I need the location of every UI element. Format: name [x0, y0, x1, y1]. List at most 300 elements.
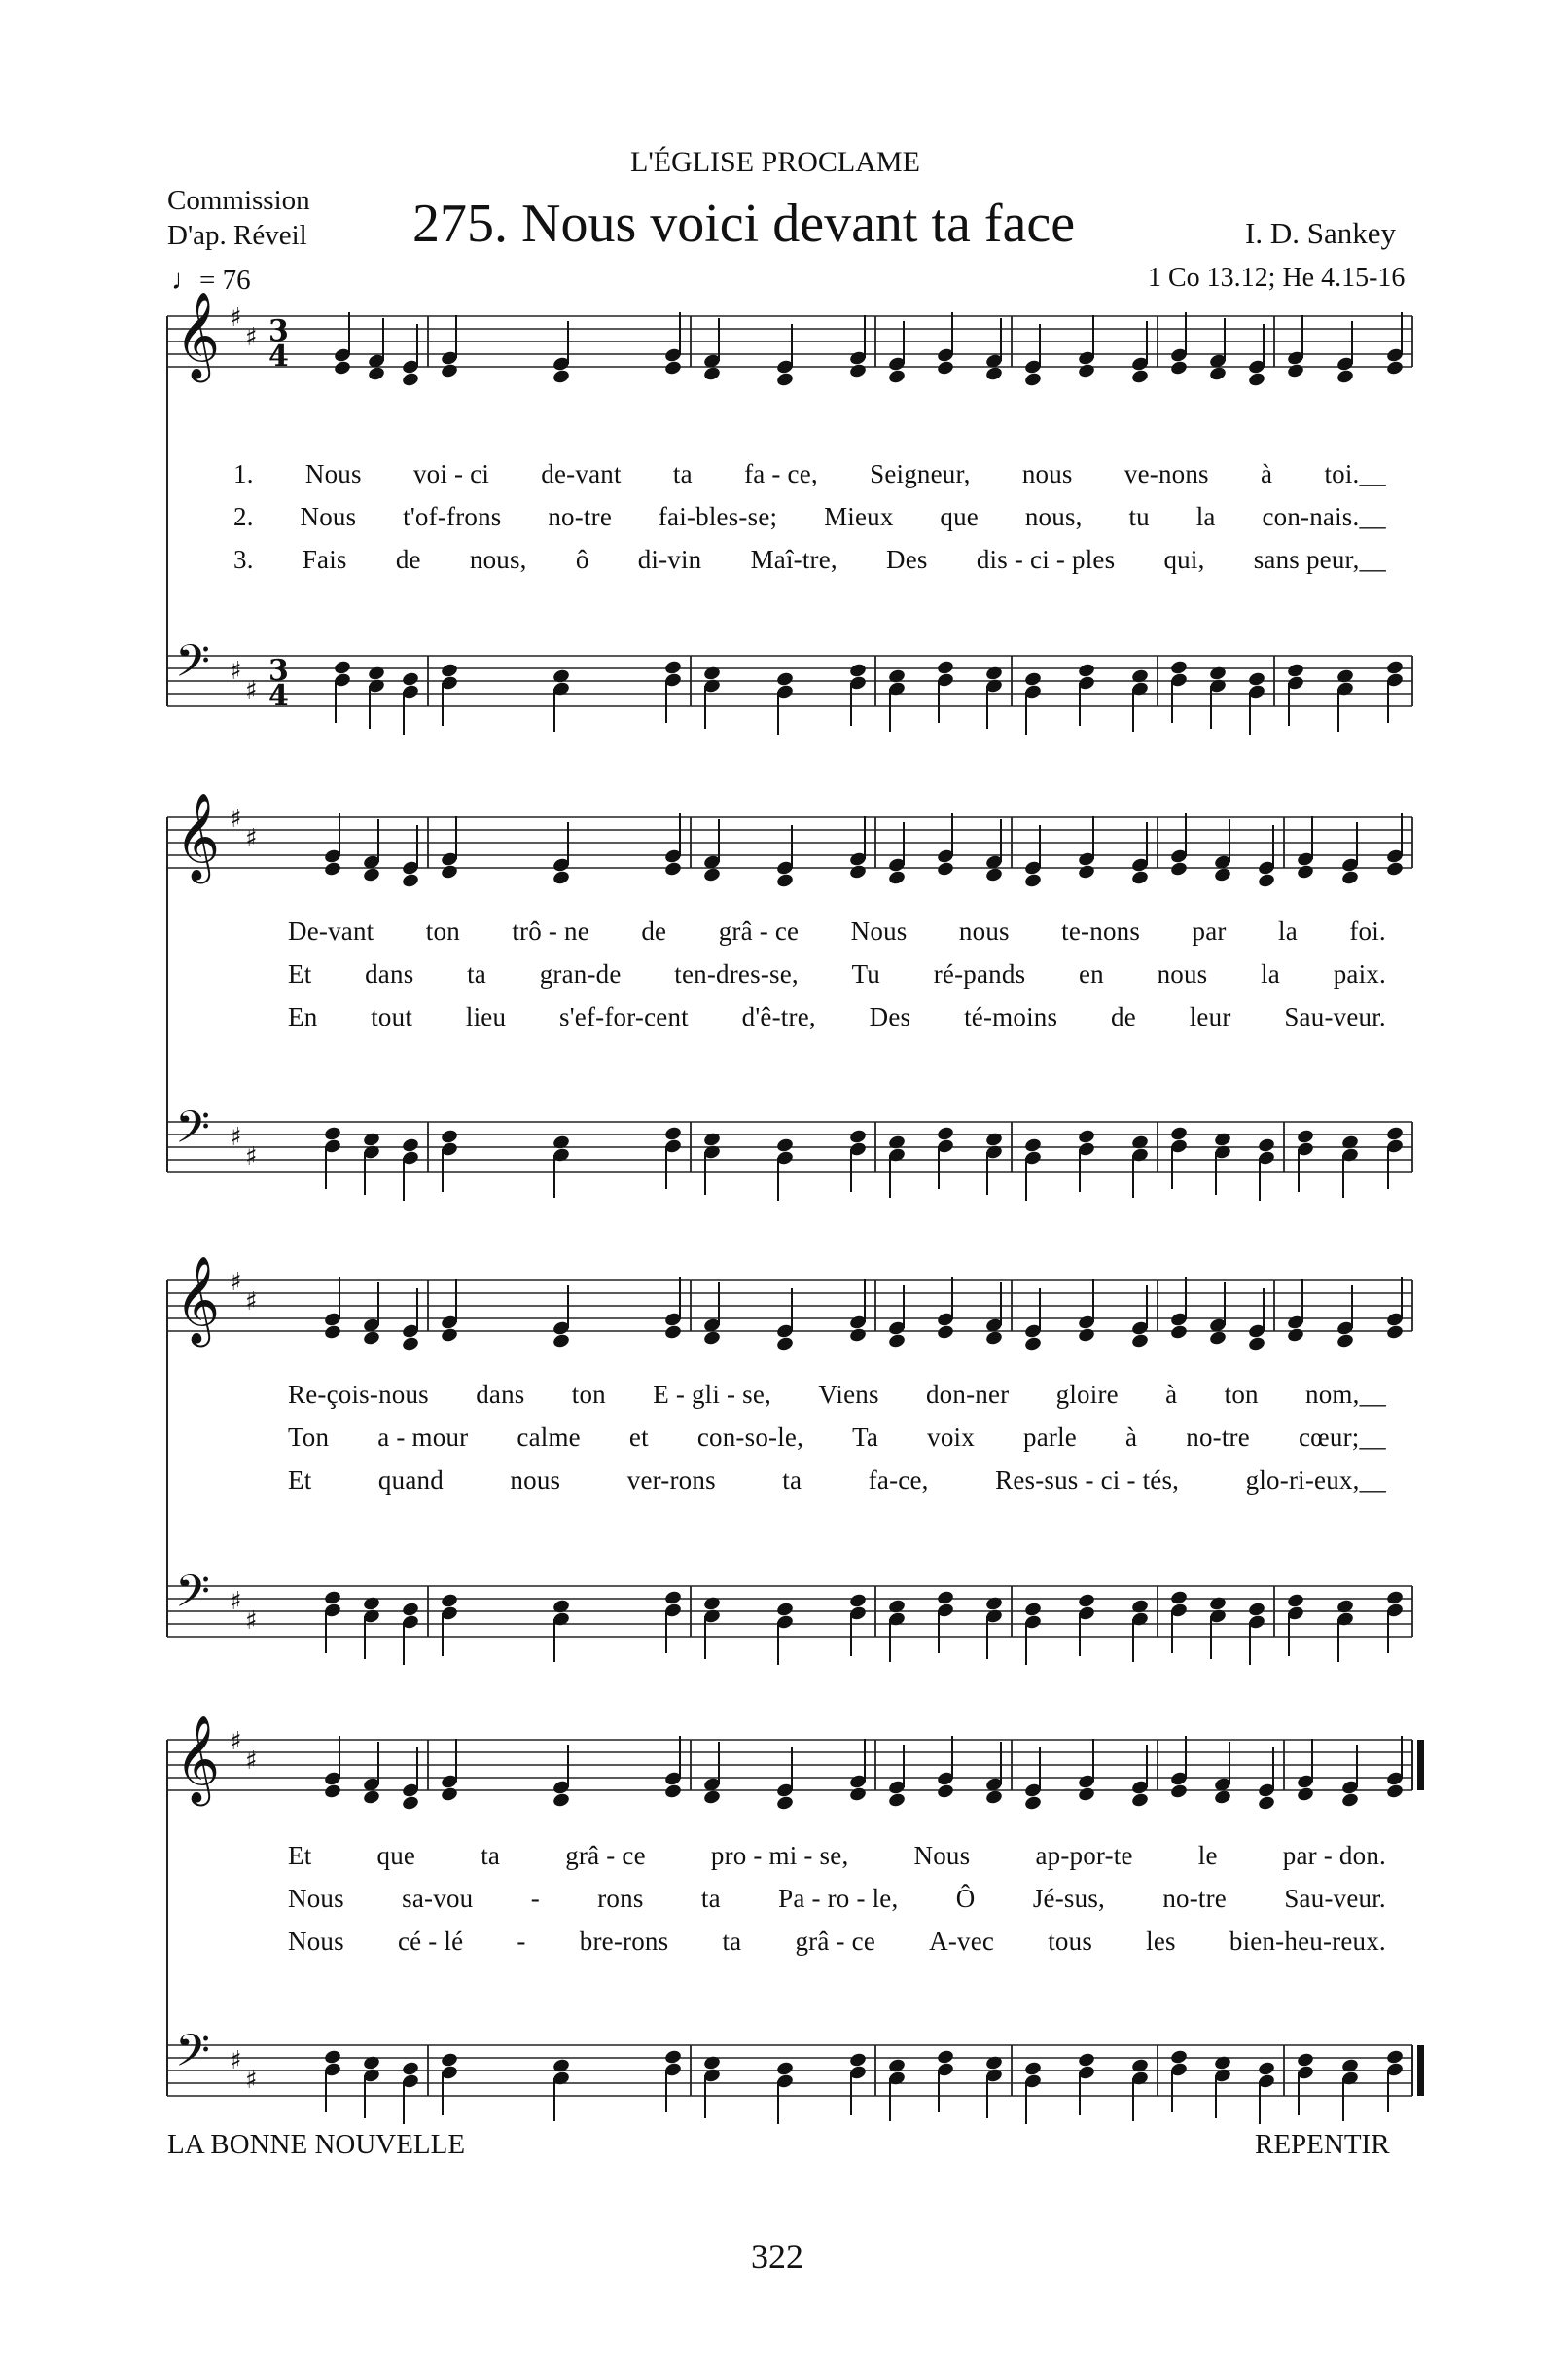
notehead	[1286, 1593, 1304, 1609]
lyric-syllable: pro - mi - se,	[710, 1841, 849, 1870]
lyric-syllable: fai-bles-se;	[658, 502, 778, 531]
notehead	[440, 1593, 458, 1609]
lyric-syllable: Tu	[851, 959, 881, 989]
lyric-syllable: Ô	[955, 1884, 976, 1913]
lyric-syllable: bre-rons	[579, 1927, 669, 1956]
notehead	[552, 668, 570, 685]
lyric-syllable: nous	[1157, 959, 1208, 989]
sharp-icon: ♯	[245, 824, 258, 853]
credit-line-2: D'ap. Réveil	[167, 220, 307, 251]
bass-staff	[167, 1566, 1412, 1665]
lyric-syllable: Seigneur,	[870, 459, 971, 488]
notehead	[848, 1593, 867, 1609]
notehead	[440, 1327, 458, 1344]
treble-staff	[167, 292, 1412, 387]
lyric-syllable: nous	[958, 917, 1010, 946]
notehead	[848, 663, 867, 679]
notehead	[775, 1137, 794, 1154]
notehead	[1208, 666, 1227, 682]
notehead	[1169, 1783, 1188, 1800]
sharp-icon: ♯	[230, 1123, 242, 1152]
lyric-syllable: Ton	[288, 1423, 330, 1452]
notehead	[984, 366, 1003, 382]
notehead	[1336, 369, 1354, 385]
lyric-line	[288, 1465, 1386, 1495]
lyric-syllable: voix	[927, 1423, 975, 1452]
notehead	[702, 1789, 721, 1806]
lyric-syllable: De-vant	[288, 917, 374, 946]
notehead	[440, 864, 458, 881]
notehead	[1385, 1126, 1404, 1142]
lyric-syllable: sa-vou	[402, 1884, 474, 1913]
lyric-syllable: Mieux	[824, 502, 894, 531]
lyric-syllable: tout	[371, 1002, 413, 1031]
bass-staff	[167, 635, 1412, 735]
notehead	[440, 1786, 458, 1803]
section-title: L'ÉGLISE PROCLAME	[630, 146, 920, 178]
lyric-syllable: nous	[1021, 459, 1073, 488]
lyric-syllable: grâ - ce	[565, 1841, 646, 1870]
notehead	[1336, 1333, 1354, 1350]
lyric-syllable: no-tre	[548, 502, 613, 531]
notehead	[1169, 660, 1188, 676]
lyric-syllable: Nous	[288, 1884, 344, 1913]
notehead	[401, 2061, 419, 2077]
notehead	[936, 861, 954, 878]
lyric-syllable: tu	[1128, 502, 1150, 531]
notehead	[323, 1324, 341, 1341]
notehead	[1385, 1324, 1404, 1341]
lyric-syllable: Et	[288, 959, 312, 989]
lyric-syllable: cé - lé	[397, 1927, 464, 1956]
notehead	[984, 1330, 1003, 1347]
notehead	[1130, 870, 1149, 886]
lyric-syllable: cœur;__	[1298, 1423, 1386, 1452]
hymn-number: 275.	[412, 194, 508, 254]
notehead	[936, 1590, 954, 1606]
lyric-syllable: Nous	[288, 1927, 344, 1956]
lyric-line	[288, 1380, 1386, 1410]
lyric-syllable: nous	[510, 1465, 561, 1495]
lyric-syllable: -	[530, 1884, 540, 1913]
lyric-syllable: Sau-veur.	[1284, 1884, 1386, 1913]
footer-category-right: REPENTIR	[1255, 2129, 1390, 2160]
lyric-syllable: Des	[869, 1002, 911, 1031]
notehead	[1023, 1795, 1042, 1812]
lyric-syllable: no-tre	[1162, 1884, 1227, 1913]
notehead	[1286, 663, 1304, 679]
notehead	[848, 864, 867, 881]
notehead	[848, 1786, 867, 1803]
lyric-syllable: don-ner	[925, 1380, 1010, 1409]
notehead	[702, 867, 721, 883]
sharp-icon: ♯	[245, 2066, 258, 2095]
notehead	[984, 1132, 1003, 1148]
notehead	[1130, 1792, 1149, 1809]
lyric-syllable: no-tre	[1186, 1423, 1250, 1452]
footer-category-left: LA BONNE NOUVELLE	[167, 2129, 466, 2160]
bass-clef-icon: 𝄢	[175, 1101, 211, 1165]
notehead	[1130, 1134, 1149, 1151]
lyric-syllable: Et	[288, 1841, 312, 1870]
notehead	[401, 873, 419, 889]
lyric-syllable: Nous	[304, 459, 362, 488]
notehead	[887, 369, 906, 385]
lyric-syllable: Et	[288, 1465, 312, 1495]
notehead	[1077, 2052, 1095, 2069]
notehead	[663, 1783, 682, 1800]
notehead	[775, 1602, 794, 1618]
notehead	[440, 1129, 458, 1145]
sharp-icon: ♯	[230, 1268, 242, 1297]
lyric-line	[233, 545, 1386, 575]
notehead	[984, 666, 1003, 682]
credit-line-1: Commission	[167, 185, 310, 216]
notehead	[1247, 1336, 1265, 1352]
sharp-icon: ♯	[230, 805, 242, 834]
lyric-syllable: dans	[476, 1380, 525, 1409]
notehead	[1077, 663, 1095, 679]
notehead	[887, 668, 906, 685]
notehead	[775, 873, 794, 889]
notehead	[401, 1336, 419, 1352]
lyric-syllable: d'ê-tre,	[741, 1002, 816, 1031]
notehead	[663, 2049, 682, 2066]
notehead	[552, 1333, 570, 1350]
notehead	[1077, 1786, 1095, 1803]
notehead	[936, 2049, 954, 2066]
notehead	[1023, 1602, 1042, 1618]
notehead	[775, 671, 794, 688]
lyric-syllable: nous,	[1024, 502, 1083, 531]
scripture-references: 1 Co 13.12; He 4.15-16	[1148, 263, 1406, 293]
notehead	[1385, 360, 1404, 377]
bass-clef-icon: 𝄢	[175, 1566, 211, 1629]
treble-clef-icon: 𝄞	[175, 292, 221, 379]
notehead	[1077, 1593, 1095, 1609]
notehead	[1385, 1590, 1404, 1606]
notehead	[323, 1126, 341, 1142]
lyric-syllable: et	[628, 1423, 649, 1452]
notehead	[323, 2049, 341, 2066]
sharp-icon: ♯	[230, 2046, 242, 2075]
lyric-line	[288, 959, 1386, 990]
notehead	[1169, 1324, 1188, 1341]
lyric-syllable: par - don.	[1282, 1841, 1386, 1870]
sharp-icon: ♯	[245, 1287, 258, 1316]
bass-clef-icon: 𝄢	[175, 635, 211, 699]
treble-clef-icon: 𝄞	[175, 1715, 221, 1803]
notehead	[333, 660, 351, 676]
notehead	[333, 360, 351, 377]
lyric-syllable: 1.	[233, 459, 254, 488]
notehead	[1336, 668, 1354, 685]
lyric-syllable: fa-ce,	[868, 1465, 929, 1495]
time-signature-top: 3	[268, 654, 289, 688]
treble-staff	[167, 1256, 1412, 1351]
notehead	[1296, 864, 1314, 881]
lyric-syllable: di-vin	[637, 545, 702, 574]
lyric-syllable: ta	[672, 459, 693, 488]
notehead	[440, 363, 458, 379]
notehead	[1077, 1327, 1095, 1344]
notehead	[1169, 861, 1188, 878]
lyric-syllable: con-so-le,	[696, 1423, 804, 1452]
notehead	[1385, 660, 1404, 676]
lyric-line	[288, 1423, 1386, 1453]
bass-clef-icon: 𝄢	[175, 2025, 211, 2088]
lyric-syllable: gran-de	[539, 959, 622, 989]
lyric-syllable: ton	[425, 917, 460, 946]
notehead	[552, 1134, 570, 1151]
notehead	[1257, 1795, 1275, 1812]
notehead	[1296, 1129, 1314, 1145]
page-number: 322	[751, 2237, 803, 2276]
lyric-line	[233, 459, 1386, 489]
lyric-line	[288, 1841, 1386, 1871]
notehead	[362, 1596, 380, 1612]
lyric-syllable: 3.	[233, 545, 254, 574]
notehead	[1169, 360, 1188, 377]
notehead	[1257, 2061, 1275, 2077]
notehead	[984, 1596, 1003, 1612]
lyric-syllable: dis - ci - ples	[976, 545, 1116, 574]
lyric-syllable: s'ef-for-cent	[559, 1002, 689, 1031]
lyric-syllable: Ta	[852, 1423, 879, 1452]
notehead	[1208, 1330, 1227, 1347]
notehead	[887, 1134, 906, 1151]
lyric-syllable: de	[395, 545, 421, 574]
lyric-syllable: gloire	[1055, 1380, 1119, 1409]
time-signature-top: 3	[268, 314, 289, 348]
notehead	[1208, 1596, 1227, 1612]
lyric-syllable: Fais	[302, 545, 347, 574]
sharp-icon: ♯	[245, 1747, 258, 1776]
lyric-syllable: ta	[700, 1884, 721, 1913]
notehead	[1257, 873, 1275, 889]
notehead	[1247, 372, 1265, 388]
notehead	[1077, 363, 1095, 379]
notehead	[887, 1599, 906, 1615]
lyric-syllable: ta	[467, 959, 486, 989]
notehead	[984, 2055, 1003, 2071]
notehead	[1385, 1783, 1404, 1800]
notehead	[702, 666, 721, 682]
lyric-line	[233, 502, 1386, 532]
final-barline	[1417, 2045, 1424, 2096]
lyric-syllable: ap-por-te	[1035, 1841, 1133, 1870]
notehead	[663, 360, 682, 377]
notehead	[663, 861, 682, 878]
bass-staff	[167, 2025, 1424, 2124]
notehead	[1247, 671, 1265, 688]
composer: I. D. Sankey	[1245, 216, 1396, 250]
lyric-syllable: Nous	[850, 917, 908, 946]
notehead	[440, 2052, 458, 2069]
lyric-syllable: dans	[365, 959, 414, 989]
lyric-syllable: sans peur,__	[1253, 545, 1386, 574]
lyric-syllable: a - mour	[377, 1423, 469, 1452]
lyric-syllable: nous,	[469, 545, 527, 574]
lyric-syllable: Des	[886, 545, 928, 574]
notehead	[367, 666, 385, 682]
lyric-syllable: te-nons	[1061, 917, 1141, 946]
lyric-syllable: Res-sus - ci - tés,	[995, 1465, 1180, 1495]
notehead	[936, 1126, 954, 1142]
lyric-syllable: toi.__	[1324, 459, 1386, 488]
lyric-syllable: ton	[571, 1380, 606, 1409]
notehead	[1023, 1336, 1042, 1352]
lyric-syllable: les	[1146, 1927, 1176, 1956]
lyric-syllable: glo-ri-eux,__	[1245, 1465, 1386, 1495]
notehead	[1385, 861, 1404, 878]
final-barline	[1417, 1740, 1424, 1790]
lyric-syllable: con-nais.__	[1262, 502, 1386, 531]
notehead	[401, 1602, 419, 1618]
lyric-syllable: calme	[517, 1423, 581, 1452]
lyric-line	[288, 1884, 1386, 1914]
notehead	[1336, 1599, 1354, 1615]
lyric-syllable: à	[1165, 1380, 1178, 1409]
lyric-syllable: Nous	[300, 502, 357, 531]
lyric-syllable: que	[376, 1841, 416, 1870]
notehead	[1286, 1327, 1304, 1344]
notehead	[323, 1783, 341, 1800]
lyric-syllable: ton	[1224, 1380, 1259, 1409]
notehead	[775, 1795, 794, 1812]
notehead	[1286, 363, 1304, 379]
notehead	[887, 870, 906, 886]
lyric-syllable: la	[1278, 917, 1298, 946]
lyric-syllable: la	[1195, 502, 1216, 531]
treble-clef-icon: 𝄞	[175, 1256, 221, 1344]
notehead	[663, 1126, 682, 1142]
lyric-syllable: à	[1261, 459, 1273, 488]
time-signature-bottom: 4	[268, 340, 289, 374]
notehead	[1130, 1599, 1149, 1615]
lyric-syllable: grâ - ce	[795, 1927, 876, 1956]
lyric-syllable: Maî-tre,	[750, 545, 837, 574]
notehead	[702, 2055, 721, 2071]
lyric-syllable: que	[940, 502, 979, 531]
lyric-syllable: de	[1111, 1002, 1136, 1031]
notehead	[775, 1336, 794, 1352]
notehead	[848, 363, 867, 379]
lyric-syllable: lieu	[465, 1002, 507, 1031]
tempo-marking: ♩= 76	[171, 265, 251, 296]
lyric-syllable: paix.	[1333, 959, 1386, 989]
notehead	[1130, 1333, 1149, 1350]
notehead	[848, 1129, 867, 1145]
notehead	[1385, 2049, 1404, 2066]
notehead	[440, 663, 458, 679]
lyric-syllable: le	[1197, 1841, 1218, 1870]
lyric-syllable: 2.	[233, 502, 254, 531]
lyric-syllable: par	[1192, 917, 1227, 946]
lyric-syllable: nom,__	[1305, 1380, 1386, 1409]
notehead	[984, 1789, 1003, 1806]
lyric-syllable: En	[288, 1002, 318, 1031]
notehead	[362, 1330, 380, 1347]
sharp-icon: ♯	[230, 304, 242, 333]
treble-clef-icon: 𝄞	[175, 793, 221, 881]
notehead	[663, 1324, 682, 1341]
notehead	[401, 372, 419, 388]
notehead	[1169, 1126, 1188, 1142]
notehead	[1340, 1792, 1359, 1809]
notehead	[775, 2061, 794, 2077]
notehead	[1023, 671, 1042, 688]
lyric-syllable: en	[1078, 959, 1104, 989]
notehead	[887, 2058, 906, 2074]
lyric-syllable: ta	[722, 1927, 742, 1956]
lyric-syllable: Nous	[913, 1841, 971, 1870]
notehead	[1340, 870, 1359, 886]
notehead	[1023, 2061, 1042, 2077]
notehead	[1023, 372, 1042, 388]
notehead	[1296, 2052, 1314, 2069]
notehead	[887, 1333, 906, 1350]
lyric-syllable: qui,	[1163, 545, 1205, 574]
lyric-syllable: ré-pands	[933, 959, 1026, 989]
lyric-syllable: tous	[1048, 1927, 1093, 1956]
notehead	[1247, 1602, 1265, 1618]
notehead	[702, 366, 721, 382]
lyric-syllable: t'of-frons	[403, 502, 502, 531]
notehead	[1213, 867, 1231, 883]
notehead	[362, 867, 380, 883]
notehead	[1208, 366, 1227, 382]
lyric-syllable: parle	[1023, 1423, 1077, 1452]
lyric-line	[288, 917, 1386, 947]
lyric-syllable: leur	[1189, 1002, 1231, 1031]
lyric-syllable: bien-heu-reux.	[1229, 1927, 1386, 1956]
lyric-syllable: té-moins	[964, 1002, 1058, 1031]
notehead	[848, 2052, 867, 2069]
lyric-syllable: de-vant	[541, 459, 622, 488]
treble-staff	[167, 793, 1412, 888]
sharp-icon: ♯	[245, 1142, 258, 1171]
lyric-syllable: A-vec	[929, 1927, 995, 1956]
lyric-syllable: à	[1125, 1423, 1138, 1452]
lyric-syllable: E - gli - se,	[653, 1380, 772, 1409]
notehead	[362, 1789, 380, 1806]
lyric-syllable: rons	[597, 1884, 644, 1913]
lyric-syllable: ve-nons	[1123, 459, 1209, 488]
notehead	[775, 372, 794, 388]
lyric-syllable: quand	[377, 1465, 444, 1495]
notehead	[848, 1327, 867, 1344]
notehead	[552, 369, 570, 385]
notehead	[1340, 1134, 1359, 1151]
lyric-syllable: Viens	[818, 1380, 879, 1409]
notehead	[663, 660, 682, 676]
notehead	[1213, 1789, 1231, 1806]
lyric-line	[288, 1002, 1386, 1032]
lyric-syllable: trô - ne	[512, 917, 589, 946]
notehead	[1169, 2049, 1188, 2066]
notehead	[936, 360, 954, 377]
lyric-syllable: grâ - ce	[718, 917, 800, 946]
notehead	[323, 1590, 341, 1606]
lyric-syllable: la	[1261, 959, 1280, 989]
notehead	[1213, 2055, 1231, 2071]
notehead	[401, 671, 419, 688]
hymn-title-text: Nous voici devant ta face	[521, 194, 1076, 254]
notehead	[984, 867, 1003, 883]
notehead	[702, 1330, 721, 1347]
notehead	[323, 861, 341, 878]
